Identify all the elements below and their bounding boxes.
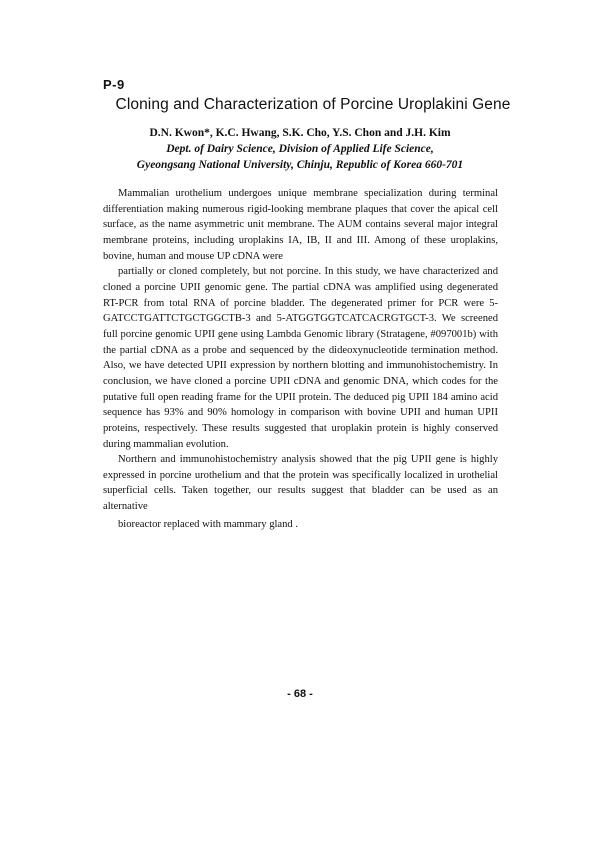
abstract-paragraph-1a: Mammalian urothelium undergoes unique membrane specialization during terminal differentiation making numerous rigid-looking membrane plaques that cover the apical cell surface, as the name asymmetric unit membrane. The AUM contains several major integral membrane proteins, including uroplakins IA, IB, II and III. Among of these uroplakins, bovine, human and mouse UP cDNA were — [103, 188, 498, 262]
poster-code: P-9 — [103, 77, 125, 92]
page-number: - 68 - — [287, 688, 313, 700]
abstract-paragraph-2a: Northern and immunohistochemistry analysis showed that the pig UPII gene is highly expressed in porcine urothelium and that the protein was specifically localized in urothelial superficial cells. Taken together, our results suggest that bladder can be used as an alternative — [103, 454, 498, 513]
paper-title: Cloning and Characterization of Porcine Uroplakini Gene — [115, 96, 511, 113]
affiliation-line-2: Gyeongsang National University, Chinju, Republic of Korea 660-701 — [136, 159, 464, 171]
abstract-paragraph-1b: partially or cloned completely, but not porcine. In this study, we have characterized and cloned a porcine UPII genomic gene. The partial cDNA was amplified using degenerated RT-PCR from total RNA of porcine bladder. The degenerated primer for PCR were 5-GATCCTGATTCTGCTGGCTB-3 and 5-ATGGTGGTCATCACRGTGCT-3. We screened full porcine genomic UPII gene using Lambda Genomic library (Stratagene, #097001b) with the partial cDNA as a probe and sequenced by the dideoxynucleotide termination method. Also, we have detected UPII expression by northern blotting and immunohistochemistry. In conclusion, we have cloned a porcine UPII cDNA and genomic DNA, which codes for the putative full open reading frame for the UPII protein. The deduced pig UPII 184 amino acid sequence has 93% and 90% homology in comparison with bovine UPII and human UPII proteins, respectively. These results suggested that uroplakin protein is highly conserved during mammalian evolution. — [103, 266, 498, 450]
affiliation-line-1: Dept. of Dairy Science, Division of Applied Life Science, — [166, 143, 434, 155]
author-list: D.N. Kwon*, K.C. Hwang, S.K. Cho, Y.S. Chon and J.H. Kim — [149, 127, 451, 139]
abstract-body — [103, 186, 498, 532]
abstract-paragraph-2b: bioreactor replaced with mammary gland . — [118, 518, 299, 530]
